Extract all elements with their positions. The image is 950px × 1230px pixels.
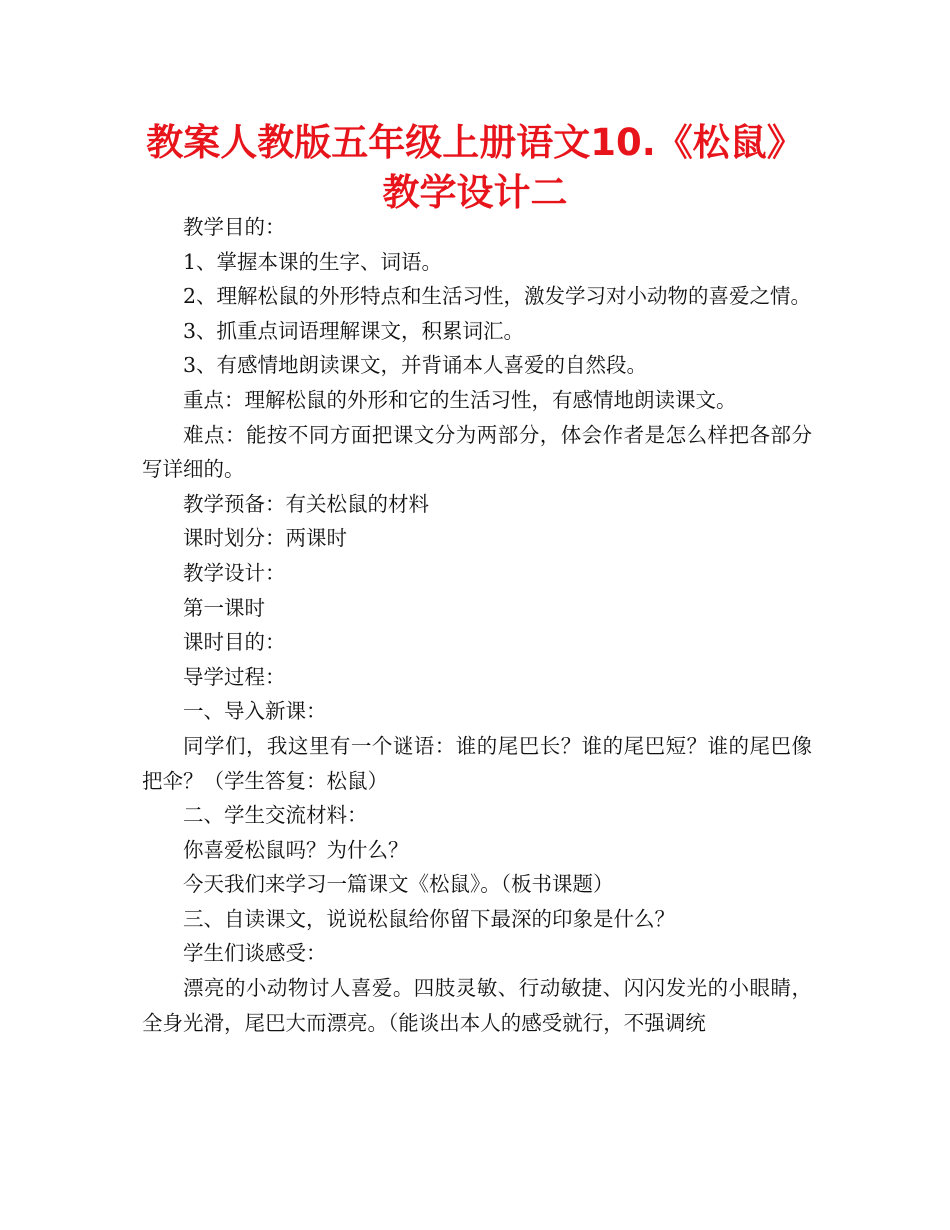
paragraph: 3、有感情地朗读课文，并背诵本人喜爱的自然段。 bbox=[183, 353, 648, 378]
paragraph: 同学们，我这里有一个谜语：谁的尾巴长？谁的尾巴短？谁的尾巴像把伞？（学生答复：松鼠） bbox=[142, 733, 812, 793]
paragraph: 第一课时 bbox=[183, 595, 265, 620]
paragraph: 漂亮的小动物讨人喜爱。四肢灵敏、行动敏捷、闪闪发光的小眼睛，全身光滑，尾巴大而漂亮。（能谈出本人的感受就行，不强调统 bbox=[142, 976, 812, 1035]
paragraph: 你喜爱松鼠吗？为什么？ bbox=[183, 837, 409, 862]
paragraph: 二、学生交流材料： bbox=[183, 803, 368, 828]
paragraph: 三、自读课文，说说松鼠给你留下最深的印象是什么？ bbox=[183, 906, 675, 931]
paragraph: 教学目的： bbox=[183, 215, 286, 239]
paragraph: 今天我们来学习一篇课文《松鼠》。（板书课题） bbox=[183, 872, 614, 897]
paragraph: 3、抓重点词语理解课文，积累词汇。 bbox=[183, 318, 525, 343]
paragraph: 课时目的： bbox=[183, 630, 286, 655]
document-title: 教案人教版五年级上册语文10.《松鼠》教学设计二 bbox=[146, 121, 804, 214]
paragraph: 2、理解松鼠的外形特点和生活习性，激发学习对小动物的喜爱之情。 bbox=[183, 284, 812, 309]
paragraph: 导学过程： bbox=[183, 664, 286, 689]
paragraph: 重点：理解松鼠的外形和它的生活习性，有感情地朗读课文。 bbox=[183, 387, 737, 412]
paragraph: 一、导入新课： bbox=[183, 699, 327, 724]
paragraph: 难点：能按不同方面把课文分为两部分，体会作者是怎么样把各部分写详细的。 bbox=[142, 422, 812, 482]
paragraph: 课时划分：两课时 bbox=[183, 526, 347, 551]
paragraph: 1、掌握本课的生字、词语。 bbox=[183, 249, 443, 274]
paragraph: 教学设计： bbox=[183, 560, 286, 585]
document-body bbox=[142, 210, 812, 1040]
paragraph: 学生们谈感受： bbox=[183, 941, 327, 966]
paragraph: 教学预备：有关松鼠的材料 bbox=[183, 491, 429, 516]
